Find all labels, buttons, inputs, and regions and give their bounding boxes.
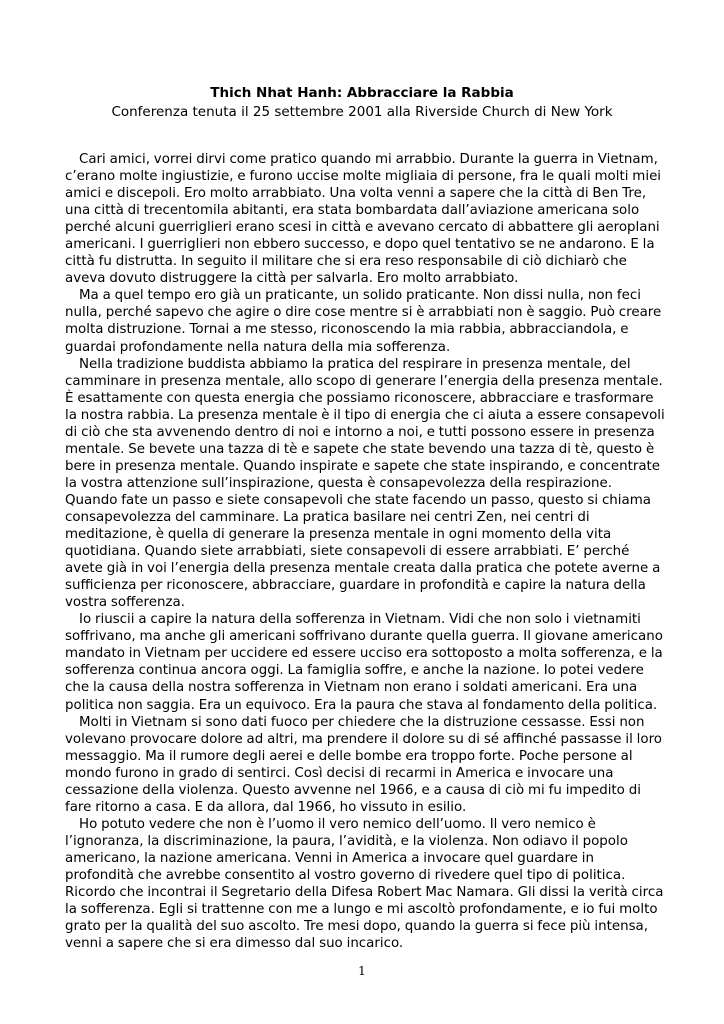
paragraph: Molti in Vietnam si sono dati fuoco per chiedere che la distruzione cessasse. Essi non volevano provocare dolore ad altri, ma prendere il dolore su di sé affinché passasse il loro messaggio. Ma il rumore degli aerei e delle bombe era troppo forte. Poche persone al mondo furono in grado di sentirci. Così decisi di recarmi in America e invocare una cessazione della violenza. Questo avvenne nel 1966, e a causa di ciò mi fu impedito di fare ritorno a casa. E da allora, dal 1966, ho vissuto in esilio.: [65, 714, 662, 815]
page-number: 1: [358, 964, 366, 978]
document-body: [65, 151, 666, 952]
paragraph: Cari amici, vorrei dirvi come pratico quando mi arrabbio. Durante la guerra in Vietnam, c’erano molte ingiustizie, e furono uccise molte migliaia di persone, fra le quali molti miei amici e discepoli. Ero molto arrabbiato. Una volta venni a sapere che la città di Ben Tre, una città di trecentomila abitanti, era stata bombardata dall’aviazione americana solo perché alcuni guerriglieri erano scesi in città e avevano cercato di abbattere gli aeroplani americani. I guerriglieri non ebbero successo, e dopo quel tentativo se ne andarono. E la città fu distrutta. In seguito il militare che si era reso responsabile di ciò dichiarò che aveva dovuto distruggere la città per salvarla. Ero molto arrabbiato.: [65, 152, 662, 287]
document-header: [60, 84, 664, 122]
document-title: Thich Nhat Hanh: Abbracciare la Rabbia: [210, 85, 514, 101]
paragraph: Ho potuto vedere che non è l’uomo il vero nemico dell’uomo. Il vero nemico è l’ignoranza, la discriminazione, la paura, l’avidità, e la violenza. Non odiavo il popolo americano, la nazione americana. Venni in America a invocare quel guardare in profondità che avrebbe consentito al vostro governo di rivedere quel tipo di politica. Ricordo che incontrai il Segretario della Difesa Robert Mac Namara. Gli dissi la verità circa la sofferenza. Egli si trattenne con me a lungo e mi ascoltò profondamente, e io fui molto grato per la qualità del suo ascolto. Tre mesi dopo, quando la guerra si fece più intensa, venni a sapere che si era dimesso dal suo incarico.: [65, 816, 664, 952]
paragraph: Ma a quel tempo ero già un praticante, un solido praticante. Non dissi nulla, non feci nulla, perché sapevo che agire o dire cose mentre si è arrabbiati non è saggio. Può creare molta distruzione. Tornai a me stesso, riconoscendo la mia rabbia, abbracciandola, e guardai profondamente nella natura della mia sofferenza.: [65, 288, 662, 355]
document-subtitle: Conferenza tenuta il 25 settembre 2001 alla Riverside Church di New York: [111, 104, 613, 120]
paragraph: Io riuscii a capire la natura della sofferenza in Vietnam. Vidi che non solo i vietnamiti soffrivano, ma anche gli americani soffrivano durante quella guerra. Il giovane americano mandato in Vietnam per uccidere ed essere ucciso era sottoposto a molta sofferenza, e la sofferenza continua ancora oggi. La famiglia soffre, e anche la nazione. Io potei vedere che la causa della nostra sofferenza in Vietnam non erano i soldati americani. Era una politica non saggia. Era un equivoco. Era la paura che stava al fondamento della politica.: [65, 612, 663, 713]
paragraph: Nella tradizione buddista abbiamo la pratica del respirare in presenza mentale, del camminare in presenza mentale, allo scopo di generare l’energia della presenza mentale. È esattamente con questa energia che possiamo riconoscere, abbracciare e trasformare la nostra rabbia. La presenza mentale è il tipo di energia che ci aiuta a essere consapevoli di ciò che sta avvenendo dentro di noi e intorno a noi, e tutti possono essere in presenza mentale. Se bevete una tazza di tè e sapete che state bevendo una tazza di tè, questo è bere in presenza mentale. Quando inspirate e sapete che state inspirando, e concentrate la vostra attenzione sull’inspirazione, questa è consapevolezza della respirazione. Quando fate un passo e siete consapevoli che state facendo un passo, questo si chiama consapevolezza del camminare. La pratica basilare nei centri Zen, nei centri di meditazione, è quella di generare la presenza mentale in ogni momento della vita quotidiana. Quando siete arrabbiati, siete consapevoli di essere arrabbiati. E’ perché avete già in voi l’energia della presenza mentale creata dalla pratica che potete averne a sufficienza per riconoscere, abbracciare, guardare in profondità e capire la natura della vostra sofferenza.: [65, 356, 665, 611]
